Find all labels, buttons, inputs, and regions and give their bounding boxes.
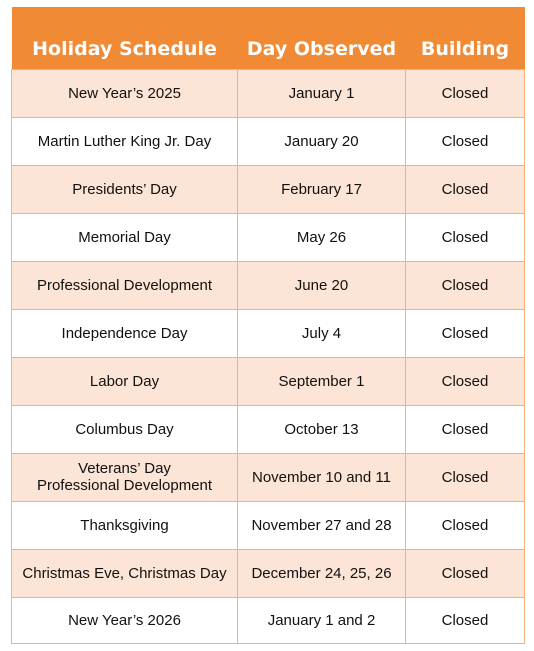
holiday-cell: Labor Day xyxy=(12,357,238,405)
building-status-cell: Closed xyxy=(406,357,525,405)
holiday-cell: New Year’s 2025 xyxy=(12,69,238,117)
day-observed-cell: June 20 xyxy=(238,261,406,309)
day-observed-cell: September 1 xyxy=(238,357,406,405)
table-row xyxy=(12,405,525,453)
table-row xyxy=(12,69,525,117)
header-row xyxy=(12,7,525,69)
table-row xyxy=(12,261,525,309)
table-row xyxy=(12,597,525,643)
holiday-cell: New Year’s 2026 xyxy=(12,597,238,643)
building-status-cell: Closed xyxy=(406,549,525,597)
building-status-cell: Closed xyxy=(406,405,525,453)
building-status-cell: Closed xyxy=(406,597,525,643)
building-status-cell: Closed xyxy=(406,501,525,549)
day-observed-cell: November 27 and 28 xyxy=(238,501,406,549)
table-row xyxy=(12,453,525,501)
holiday-cell: Professional Development xyxy=(12,261,238,309)
day-observed-cell: January 1 xyxy=(238,69,406,117)
building-status-cell: Closed xyxy=(406,69,525,117)
table-row xyxy=(12,309,525,357)
holiday-schedule-table xyxy=(11,7,525,644)
day-observed-cell: December 24, 25, 26 xyxy=(238,549,406,597)
header-day-observed: Day Observed xyxy=(238,7,406,69)
day-observed-cell: February 17 xyxy=(238,165,406,213)
table-body xyxy=(12,69,525,643)
day-observed-cell: July 4 xyxy=(238,309,406,357)
holiday-cell: Independence Day xyxy=(12,309,238,357)
table-row xyxy=(12,117,525,165)
building-status-cell: Closed xyxy=(406,165,525,213)
holiday-cell: Columbus Day xyxy=(12,405,238,453)
table-row xyxy=(12,165,525,213)
building-status-cell: Closed xyxy=(406,213,525,261)
day-observed-cell: May 26 xyxy=(238,213,406,261)
header-holiday-schedule: Holiday Schedule xyxy=(12,7,238,69)
holiday-cell: Memorial Day xyxy=(12,213,238,261)
day-observed-cell: October 13 xyxy=(238,405,406,453)
holiday-cell: Presidents’ Day xyxy=(12,165,238,213)
table-header xyxy=(12,7,525,69)
holiday-cell: Thanksgiving xyxy=(12,501,238,549)
day-observed-cell: January 1 and 2 xyxy=(238,597,406,643)
table-row xyxy=(12,549,525,597)
building-status-cell: Closed xyxy=(406,117,525,165)
holiday-cell: Christmas Eve, Christmas Day xyxy=(12,549,238,597)
table-row xyxy=(12,213,525,261)
day-observed-cell: November 10 and 11 xyxy=(238,453,406,501)
holiday-schedule-container xyxy=(11,7,524,644)
building-status-cell: Closed xyxy=(406,309,525,357)
holiday-cell: Veterans’ Day Professional Development xyxy=(12,453,238,501)
header-building: Building xyxy=(406,7,525,69)
holiday-cell: Martin Luther King Jr. Day xyxy=(12,117,238,165)
day-observed-cell: January 20 xyxy=(238,117,406,165)
building-status-cell: Closed xyxy=(406,453,525,501)
table-row xyxy=(12,357,525,405)
building-status-cell: Closed xyxy=(406,261,525,309)
table-row xyxy=(12,501,525,549)
